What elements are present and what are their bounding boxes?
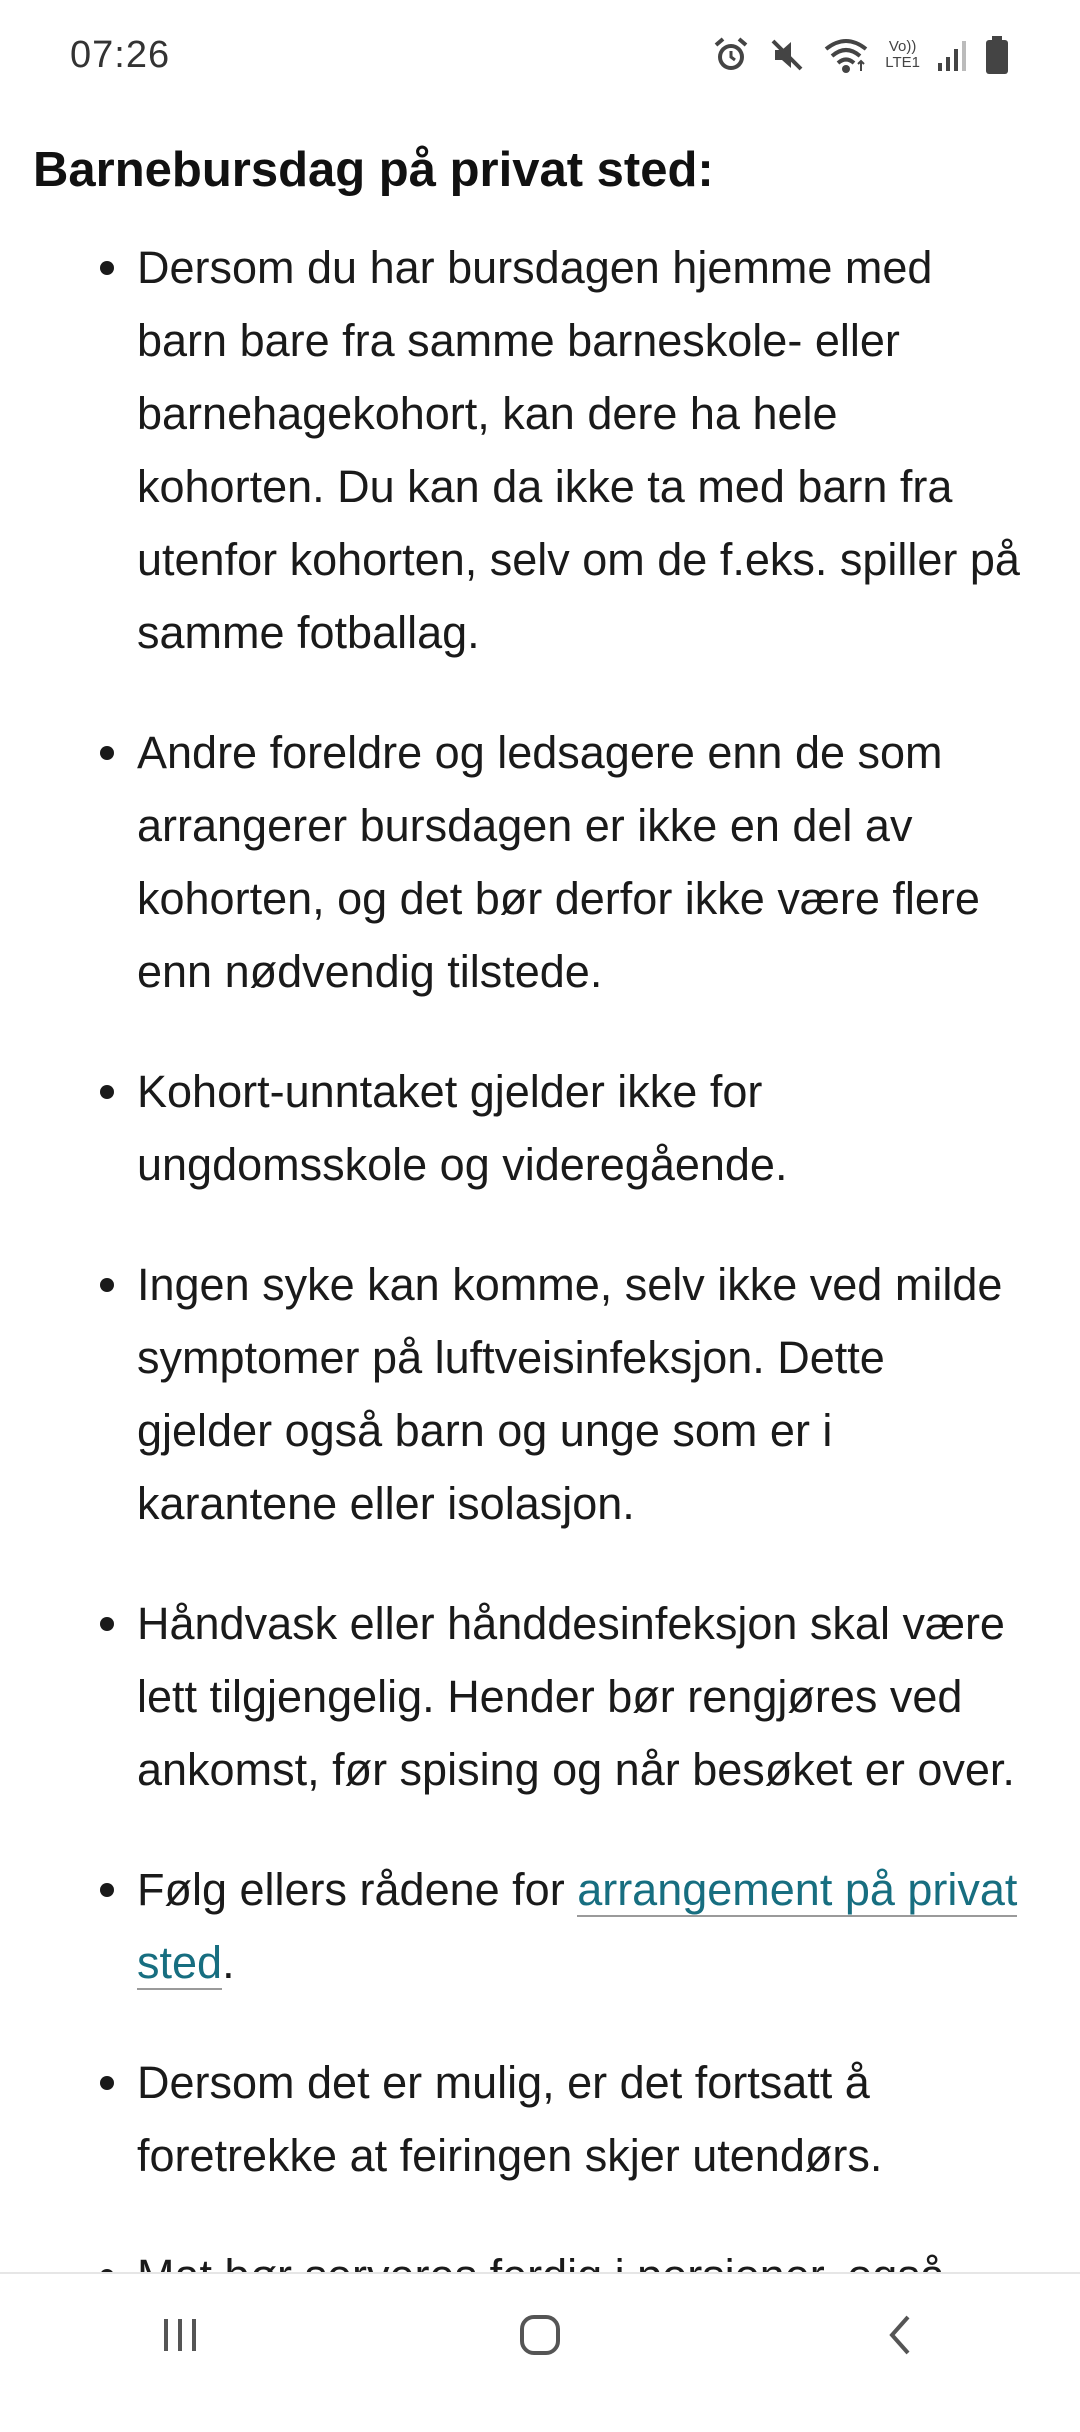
bullet-list [0, 231, 1080, 2432]
status-time: 07:26 [70, 33, 171, 76]
section-heading: Barnebursdag på privat sted: [33, 143, 714, 197]
battery-icon [984, 34, 1010, 76]
list-item-text: Kohort-unntaket gjelder ikke for ungdomsskole og videregående. [137, 1066, 788, 1190]
volte-indicator [885, 39, 920, 71]
recents-icon [158, 2313, 202, 2362]
bullet-dot [100, 2076, 114, 2090]
navigation-bar [0, 2272, 1080, 2400]
home-icon [516, 2311, 564, 2364]
status-bar [0, 0, 1080, 110]
alarm-icon [711, 35, 751, 75]
signal-icon [936, 35, 968, 75]
list-item [0, 2046, 1080, 2192]
list-item [0, 1248, 1080, 1540]
link-suffix-text: . [222, 1937, 235, 1988]
list-item-text: Dersom det er mulig, er det fortsatt å foretrekke at feiringen skjer utendørs. [137, 2057, 883, 2181]
recents-button[interactable] [120, 2287, 240, 2387]
private-event-link[interactable]: arrangement på privat sted [137, 1864, 1018, 1988]
status-icons [711, 34, 1010, 76]
article-content [0, 126, 1080, 2271]
bullet-dot [100, 1085, 114, 1099]
lte-label: LTE1 [885, 54, 920, 71]
back-button[interactable] [840, 2287, 960, 2387]
list-item-with-link [0, 1853, 1080, 1999]
list-item-text: Ingen syke kan komme, selv ikke ved milde symptomer på luftveisinfeksjon. Dette gjelder også barn og unge som er i karantene eller isolasjon. [137, 1259, 1003, 1529]
bullet-dot [100, 1617, 114, 1631]
list-item-text: Håndvask eller hånddesinfeksjon skal være lett tilgjengelig. Hender bør rengjøres ved ankomst, før spising og når besøket er over. [137, 1598, 1015, 1795]
list-item-text: Dersom du har bursdagen hjemme med barn bare fra samme barneskole- eller barnehagekohort, kan dere ha hele kohorten. Du kan da ikke ta med barn fra utenfor kohorten, selv om de f.eks. spiller på samme fotballag. [137, 242, 1020, 658]
bullet-dot [100, 1883, 114, 1897]
list-item [0, 231, 1080, 669]
bullet-dot [100, 746, 114, 760]
volte-label: Vo)) [888, 38, 917, 55]
back-icon [878, 2311, 922, 2364]
wifi-icon [823, 35, 869, 75]
mute-icon [767, 35, 807, 75]
list-item [0, 1587, 1080, 1806]
list-item [0, 716, 1080, 1008]
bullet-dot [100, 1278, 114, 1292]
home-button[interactable] [480, 2287, 600, 2387]
list-item-text: Andre foreldre og ledsagere enn de som arrangerer bursdagen er ikke en del av kohorten, og det bør derfor ikke være flere enn nødvendig tilstede. [137, 727, 980, 997]
bullet-dot [100, 261, 114, 275]
list-item [0, 1055, 1080, 1201]
link-prefix-text: Følg ellers rådene for [137, 1864, 578, 1915]
